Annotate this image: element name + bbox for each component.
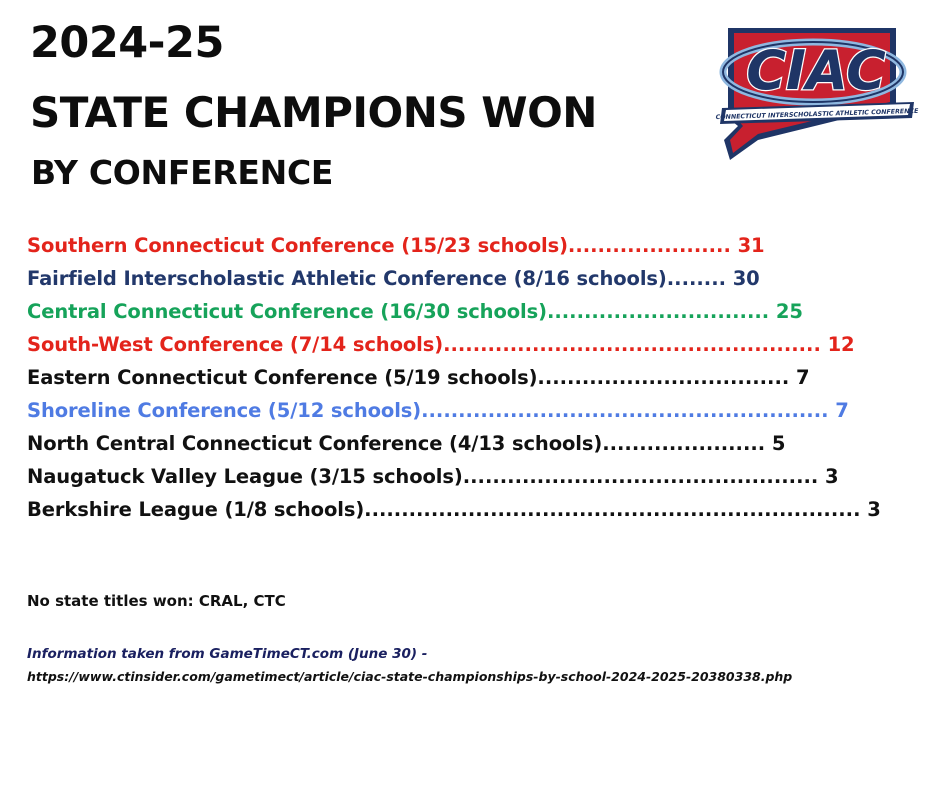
title-count: 30 [732, 267, 760, 290]
logo-ciac-text: CIAC [746, 39, 886, 102]
conference-name: Eastern Connecticut Conference (5/19 schools) [27, 366, 538, 389]
conference-name: South-West Conference (7/14 schools) [27, 333, 444, 356]
title-main: STATE CHAMPIONS WON [30, 88, 597, 137]
source-credit: Information taken from GameTimeCT.com (June 30) - [27, 646, 428, 662]
rankings-list [27, 229, 881, 526]
conference-name: Central Connecticut Conference (16/30 schools) [27, 300, 547, 323]
title-count: 7 [835, 399, 849, 422]
leader-dots: ....................................................... [421, 399, 829, 422]
ranking-row [27, 427, 867, 460]
ranking-row [27, 493, 881, 526]
ranking-row [27, 262, 867, 295]
source-url: https://www.ctinsider.com/gametimect/article/ciac-state-championships-by-school-2024-2025-20380338.php [27, 669, 793, 684]
title-sub: BY CONFERENCE [31, 153, 334, 192]
leader-dots: ................................................... [443, 333, 821, 356]
ranking-row [27, 229, 867, 262]
leader-dots: .............................. [546, 300, 770, 323]
logo-banner-text: CONNECTICUT INTERSCHOLASTIC ATHLETIC CONFERENCE [715, 107, 919, 122]
conference-name: Naugatuck Valley League (3/15 schools) [27, 465, 463, 488]
leader-dots: ...................... [602, 432, 766, 455]
title-count: 5 [771, 432, 786, 455]
ranking-row [27, 460, 867, 493]
title-count: 7 [795, 366, 810, 389]
leader-dots: ................................................ [462, 465, 819, 488]
ranking-row [27, 394, 867, 427]
ranking-row [27, 295, 867, 328]
title-count: 12 [827, 333, 855, 356]
conference-name: Shoreline Conference (5/12 schools) [27, 399, 422, 422]
title-count: 3 [867, 498, 881, 521]
title-count: 25 [775, 300, 803, 323]
no-titles-note: No state titles won: CRAL, CTC [27, 592, 286, 610]
conference-name: North Central Connecticut Conference (4/13 schools) [27, 432, 603, 455]
ranking-row [27, 328, 867, 361]
conference-name: Southern Connecticut Conference (15/23 schools) [27, 234, 568, 257]
title-year: 2024-25 [30, 18, 224, 68]
title-count: 31 [737, 234, 765, 257]
leader-dots: ........ [666, 267, 727, 290]
ciac-logo [715, 22, 919, 172]
conference-name: Fairfield Interscholastic Athletic Conference (8/16 schools) [27, 267, 667, 290]
leader-dots: ................................................................... [364, 498, 861, 521]
ranking-row [27, 361, 867, 394]
conference-name: Berkshire League (1/8 schools) [27, 498, 365, 521]
title-count: 3 [825, 465, 839, 488]
leader-dots: ...................... [567, 234, 731, 257]
leader-dots: .................................. [537, 366, 790, 389]
